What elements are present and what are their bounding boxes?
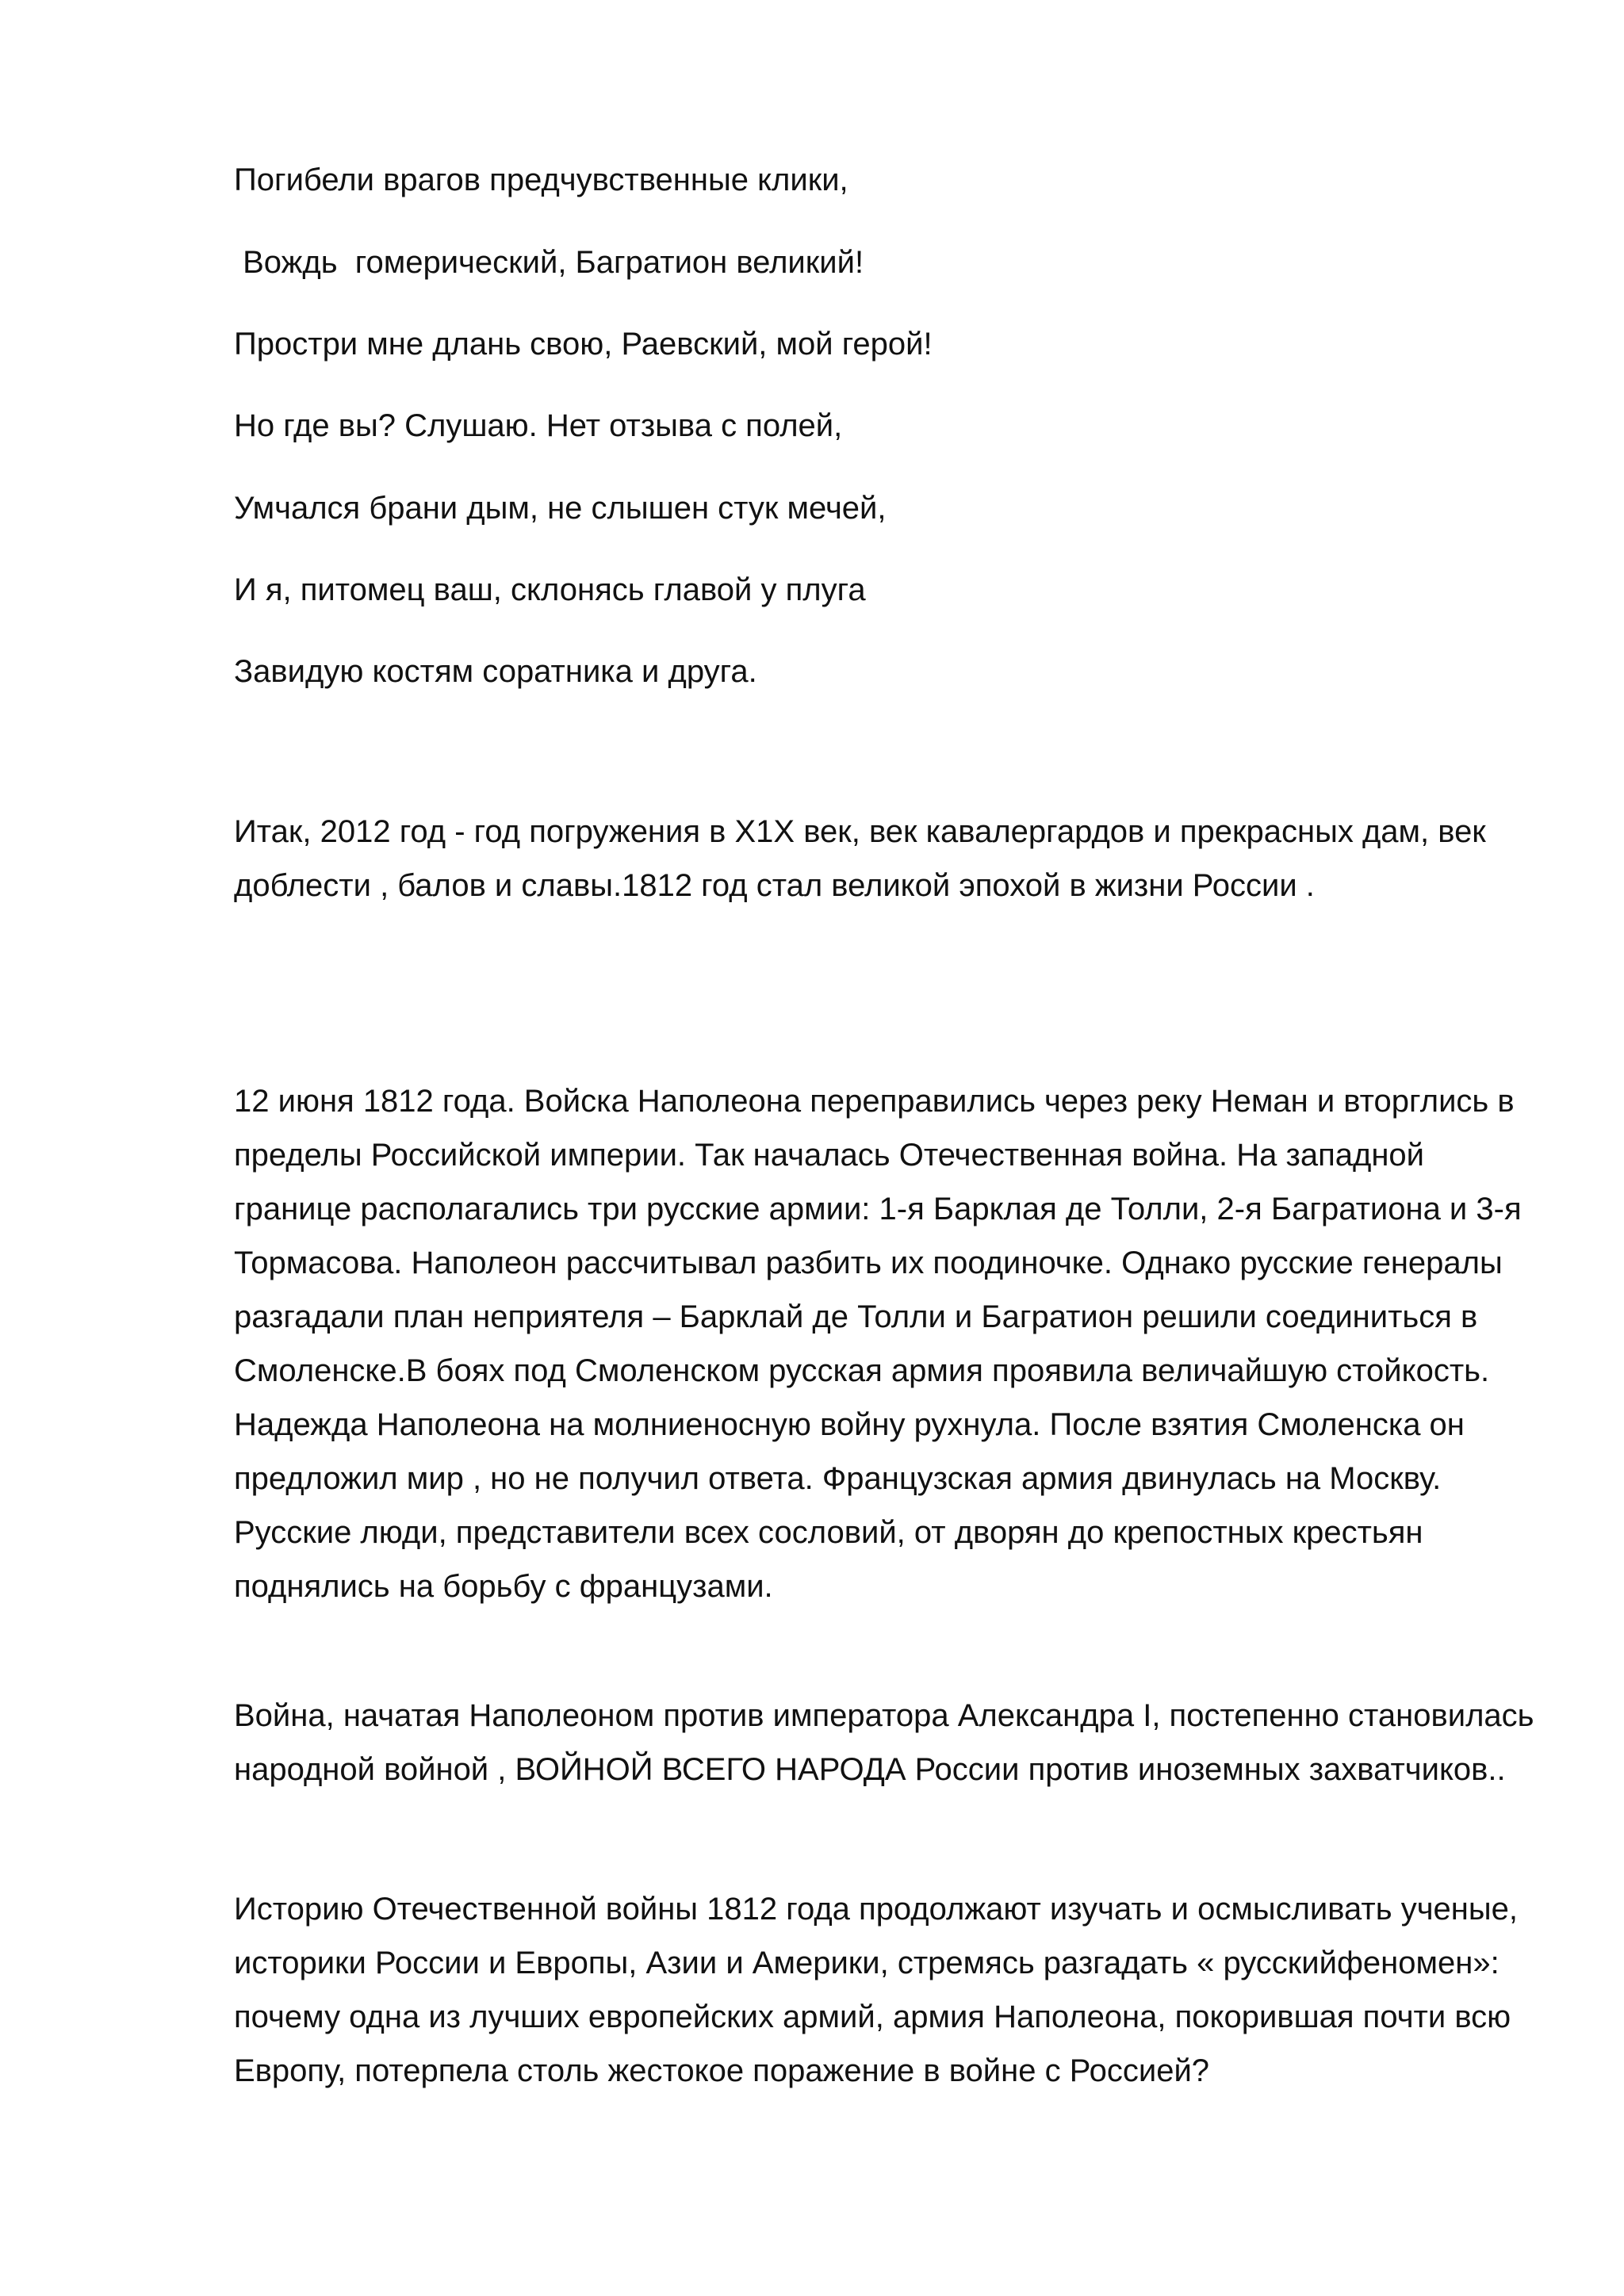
- poem-line-7: Завидую костям соратника и друга.: [234, 654, 757, 689]
- paragraph-peoples-war: Война, начатая Наполеоном против императора Александра I, постепенно становилась народной войной , ВОЙНОЙ ВСЕГО НАРОДА России против иноземных захватчиков..: [234, 1698, 1534, 1787]
- paragraph-intro: Итак, 2012 год - год погружения в Х1Х век, век кавалергардов и прекрасных дам, век доблести , балов и славы.1812 год стал великой эпохой в жизни России .: [234, 814, 1486, 903]
- poem-line-3: Простри мне длань свою, Раевский, мой герой!: [234, 327, 933, 362]
- paragraph-history-study: Историю Отечественной войны 1812 года продолжают изучать и осмысливать ученые, историки России и Европы, Азии и Америки, стремясь разгадать « русскийфеномен»: почему одна из лучших европейских армий, армия Наполеона, покорившая почти всю Европу, потерпела столь жестокое поражение в войне с Россией?: [234, 1892, 1518, 2088]
- poem-line-6: И я, питомец ваш, склонясь главой у плуга: [234, 572, 866, 607]
- poem-line-2: Вождь гомерический, Багратион великий!: [234, 245, 864, 280]
- poem-line-4: Но где вы? Слушаю. Нет отзыва с полей,: [234, 408, 843, 443]
- paragraph-war-start: 12 июня 1812 года. Войска Наполеона переправились через реку Неман и вторглись в пределы Российской империи. Так началась Отечественная война. На западной границе располагались три русские армии: 1-я Барклая де Толли, 2-я Багратиона и 3-я Тормасова. Наполеон рассчитывал разбить их поодиночке. Однако русские генералы разгадали план неприятеля – Барклай де Толли и Багратион решили соединиться в Смоленске.В боях под Смоленском русская армия проявила величайшую стойкость. Надежда Наполеона на молниеносную войну рухнула. После взятия Смоленска он предложил мир , но не получил ответа. Французская армия двинулась на Москву. Русские люди, представители всех сословий, от дворян до крепостных крестьян поднялись на борьбу с французами.: [234, 1084, 1522, 1604]
- poem-line-1: Погибели врагов предчувственные клики,: [234, 163, 848, 197]
- poem-line-5: Умчался брани дым, не слышен стук мечей,: [234, 491, 887, 526]
